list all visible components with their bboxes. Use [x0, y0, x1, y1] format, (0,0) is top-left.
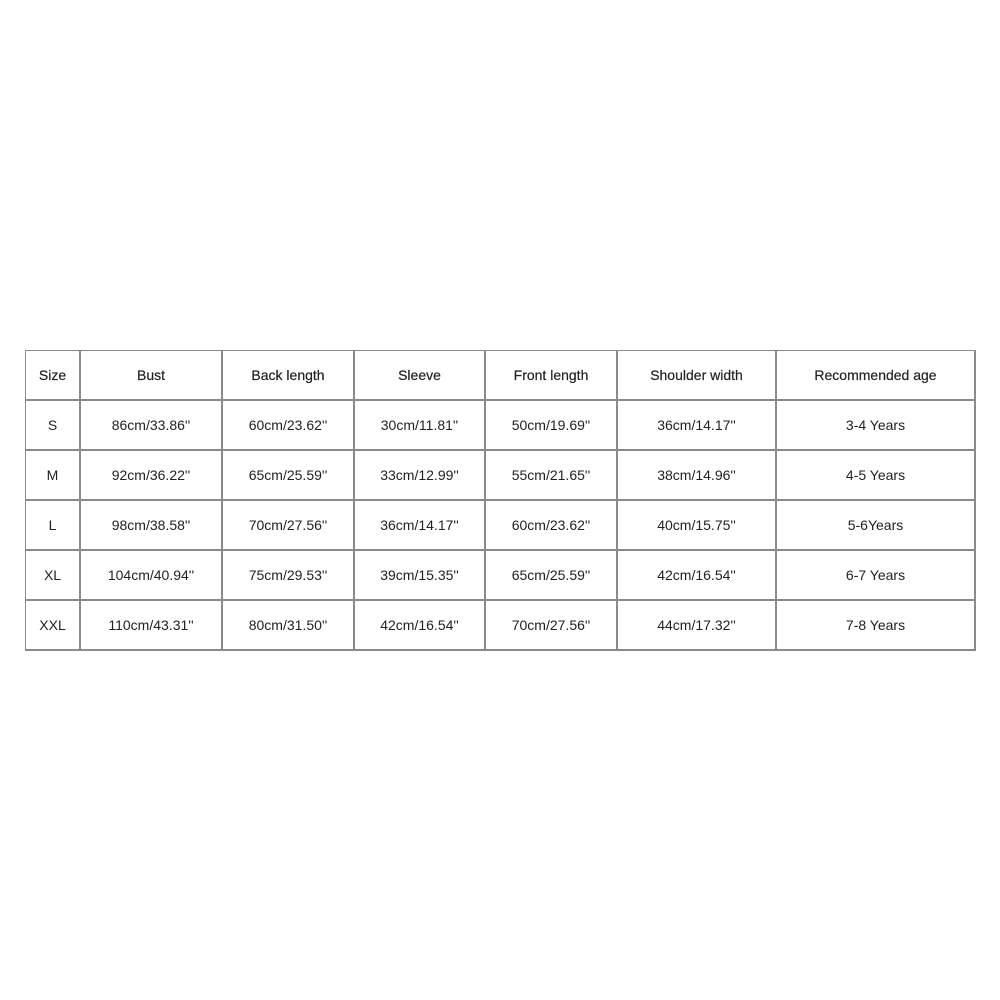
cell-front-length: 55cm/21.65'' [486, 451, 618, 501]
cell-size: XL [26, 551, 81, 601]
cell-shoulder-width: 42cm/16.54'' [618, 551, 777, 601]
header-row [26, 351, 976, 401]
cell-shoulder-width: 40cm/15.75'' [618, 501, 777, 551]
cell-back-length: 70cm/27.56'' [223, 501, 355, 551]
cell-size: XXL [26, 601, 81, 651]
cell-front-length: 65cm/25.59'' [486, 551, 618, 601]
cell-sleeve: 30cm/11.81'' [355, 401, 486, 451]
cell-bust: 110cm/43.31'' [81, 601, 223, 651]
cell-recommended-age: 4-5 Years [777, 451, 976, 501]
cell-front-length: 70cm/27.56'' [486, 601, 618, 651]
cell-recommended-age: 7-8 Years [777, 601, 976, 651]
cell-bust: 86cm/33.86'' [81, 401, 223, 451]
table-row [26, 551, 976, 601]
header-back-length: Back length [223, 351, 355, 401]
cell-bust: 92cm/36.22'' [81, 451, 223, 501]
cell-bust: 104cm/40.94'' [81, 551, 223, 601]
table-row [26, 501, 976, 551]
cell-shoulder-width: 38cm/14.96'' [618, 451, 777, 501]
cell-shoulder-width: 36cm/14.17'' [618, 401, 777, 451]
cell-sleeve: 39cm/15.35'' [355, 551, 486, 601]
header-sleeve: Sleeve [355, 351, 486, 401]
table-row [26, 451, 976, 501]
cell-front-length: 50cm/19.69'' [486, 401, 618, 451]
cell-sleeve: 36cm/14.17'' [355, 501, 486, 551]
cell-recommended-age: 3-4 Years [777, 401, 976, 451]
cell-shoulder-width: 44cm/17.32'' [618, 601, 777, 651]
cell-front-length: 60cm/23.62'' [486, 501, 618, 551]
cell-sleeve: 33cm/12.99'' [355, 451, 486, 501]
table-row [26, 601, 976, 651]
header-front-length: Front length [486, 351, 618, 401]
cell-recommended-age: 6-7 Years [777, 551, 976, 601]
header-shoulder-width: Shoulder width [618, 351, 777, 401]
cell-bust: 98cm/38.58'' [81, 501, 223, 551]
cell-back-length: 80cm/31.50'' [223, 601, 355, 651]
cell-size: S [26, 401, 81, 451]
cell-size: M [26, 451, 81, 501]
table-row [26, 401, 976, 451]
size-chart-table [25, 350, 976, 651]
cell-back-length: 65cm/25.59'' [223, 451, 355, 501]
cell-recommended-age: 5-6Years [777, 501, 976, 551]
header-size: Size [26, 351, 81, 401]
header-recommended-age: Recommended age [777, 351, 976, 401]
header-bust: Bust [81, 351, 223, 401]
cell-sleeve: 42cm/16.54'' [355, 601, 486, 651]
cell-back-length: 60cm/23.62'' [223, 401, 355, 451]
cell-size: L [26, 501, 81, 551]
cell-back-length: 75cm/29.53'' [223, 551, 355, 601]
